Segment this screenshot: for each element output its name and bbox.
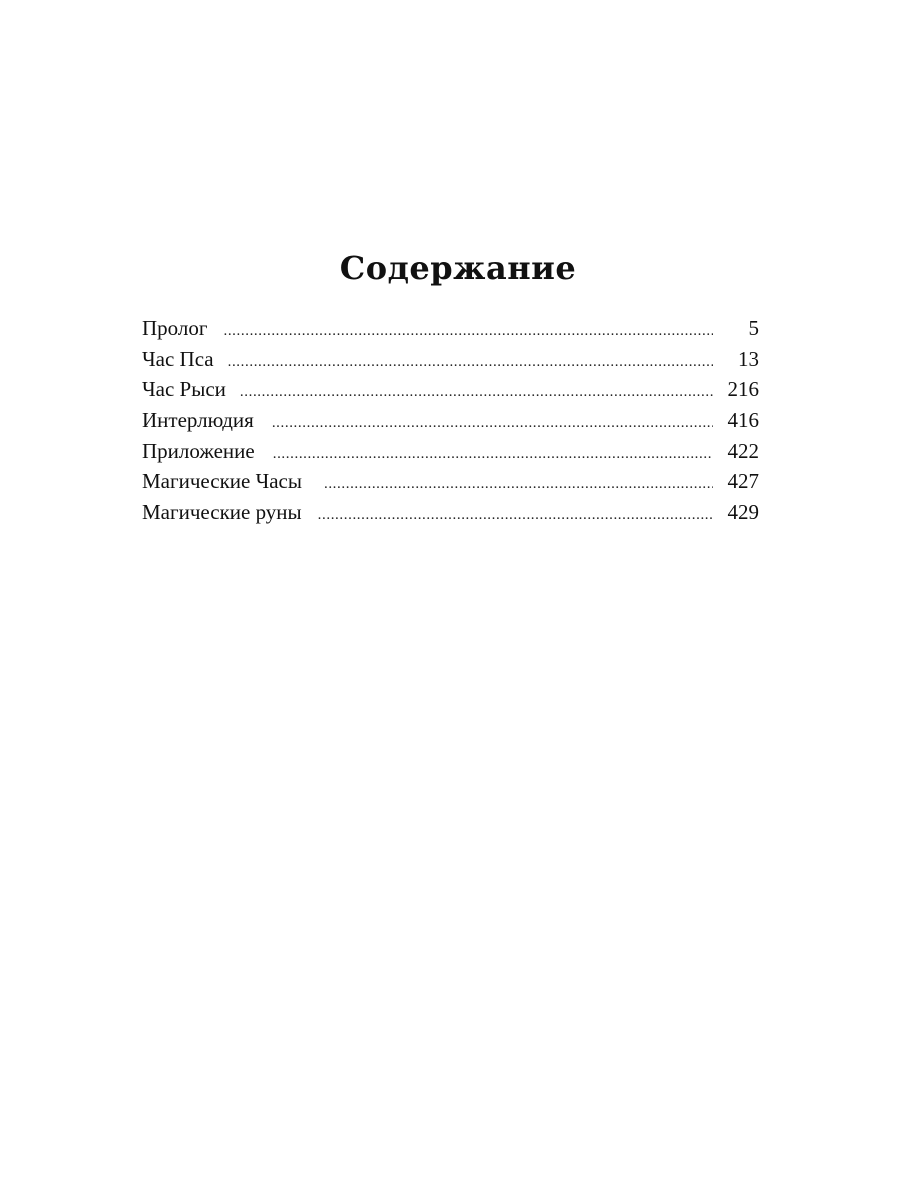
toc-entry-label: Магические руны [142,500,302,525]
toc-entry-label: Магические Часы [142,469,302,494]
toc-entry-magic-runes[interactable] [142,500,759,531]
toc-entry-label: Приложение [142,438,255,463]
dot-leader [228,354,713,371]
toc-entry-label: Час Пса [142,346,214,371]
toc-page-number: 5 [748,316,759,340]
toc-entry-hour-of-lynx[interactable] [142,377,759,408]
toc-entry-interlude[interactable] [142,408,759,439]
toc-entry-hour-of-dog[interactable] [142,347,759,378]
toc-entry-label: Пролог [142,316,208,340]
table-of-contents [142,316,759,531]
toc-page-number: 429 [727,500,759,525]
dot-leader [223,323,713,340]
toc-entry-prologue[interactable] [142,316,759,347]
toc-page-number: 416 [727,408,759,433]
toc-page-number: 422 [727,438,759,463]
dot-leader [324,476,713,493]
toc-entry-label: Час Рыси [142,377,226,402]
toc-page-number: 13 [738,346,759,371]
toc-entry-magic-hours[interactable] [142,469,759,500]
dot-leader [240,384,713,401]
page-title: Содержание [339,249,577,287]
toc-page-number: 427 [727,469,759,494]
toc-entry-appendix[interactable] [142,439,759,470]
dot-leader [318,507,713,524]
toc-entry-label: Интерлюдия [142,408,254,433]
toc-page-number: 216 [727,377,759,402]
dot-leader [273,446,713,463]
dot-leader [272,415,713,432]
